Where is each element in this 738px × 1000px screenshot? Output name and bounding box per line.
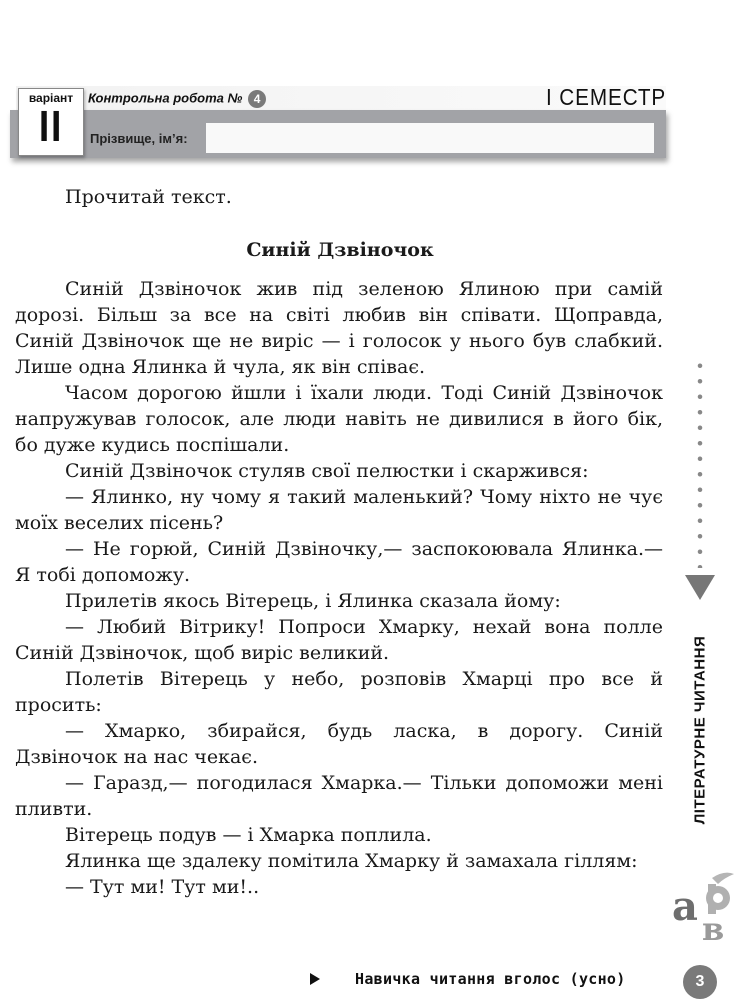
story-title: Синій Дзвіночок [246,239,434,261]
name-label: Прізвище, ім’я: [90,131,188,146]
dotted-line [697,358,703,568]
name-field[interactable] [206,123,654,153]
paragraph: — Хмарко, збирайся, будь ласка, в дорогу. Синій Дзвіночок на нас чекає. [15,720,663,768]
paragraph: — Ялинко, ну чому я такий маленький? Чому ніхто не чує моїх веселих пісень? [15,486,663,534]
variant-number: II [38,102,64,151]
test-title-text: Контрольна робота № [88,90,243,106]
paragraph: — Любий Вітрику! Попроси Хмарку, нехай вона полле Синій Дзвіночок, щоб виріс великий. [15,616,663,664]
test-number-badge: 4 [248,90,266,108]
paragraph: Вітерець подув — і Хмарка поплила. [65,824,432,846]
paragraph: Синій Дзвіночок жив під зеленою Ялиною при самій дорозі. Більш за все на світі любив він співати. Щоправда, Синій Дзвіночок ще не виріс — і голосок у нього був слабкий. Лише одна Ялинка й чула, як він співає. [15,278,663,378]
paragraph: Прилетів якось Вітерець, і Ялинка сказала йому: [65,590,561,612]
svg-text:в: в [702,910,725,942]
svg-text:a: a [672,883,698,930]
paragraph: — Не горюй, Синій Дзвіночку,— заспокоювала Ялинка.— Я тобі допоможу. [15,538,663,586]
paragraph: — Тут ми! Тут ми!.. [65,876,260,898]
paragraph: Ялинка ще здалеку помітила Хмарку й замахала гіллям: [65,850,638,872]
paragraph: — Гаразд,— погодилася Хмарка.— Тільки допоможи мені пливти. [15,772,663,820]
paragraph: Часом дорогою йшли і їхали люди. Тоді Синій Дзвіночок напружував голосок, але люди навіть не дивилися в його бік, бо дуже кудись поспішали. [15,382,663,456]
story-text [15,276,663,900]
semester-label: І СЕМЕСТР [546,84,667,110]
variant-box [18,88,84,156]
down-arrow-icon [685,575,715,600]
test-title [88,90,266,108]
play-arrow-icon [310,973,320,985]
variant-label: варіант [28,91,74,105]
instruction: Прочитай текст. [65,186,232,208]
paragraph: Синій Дзвіночок стуляв свої пелюстки і скаржився: [65,460,589,482]
publisher-logo-icon [672,870,738,942]
subject-label: ЛІТЕРАТУРНЕ ЧИТАННЯ [691,635,709,825]
page-number-badge: 3 [683,965,717,999]
paragraph: Полетів Вітерець у небо, розповів Хмарці про все й просить: [15,668,663,716]
footer-section-label: Навичка читання вголос (усно) [355,970,626,988]
